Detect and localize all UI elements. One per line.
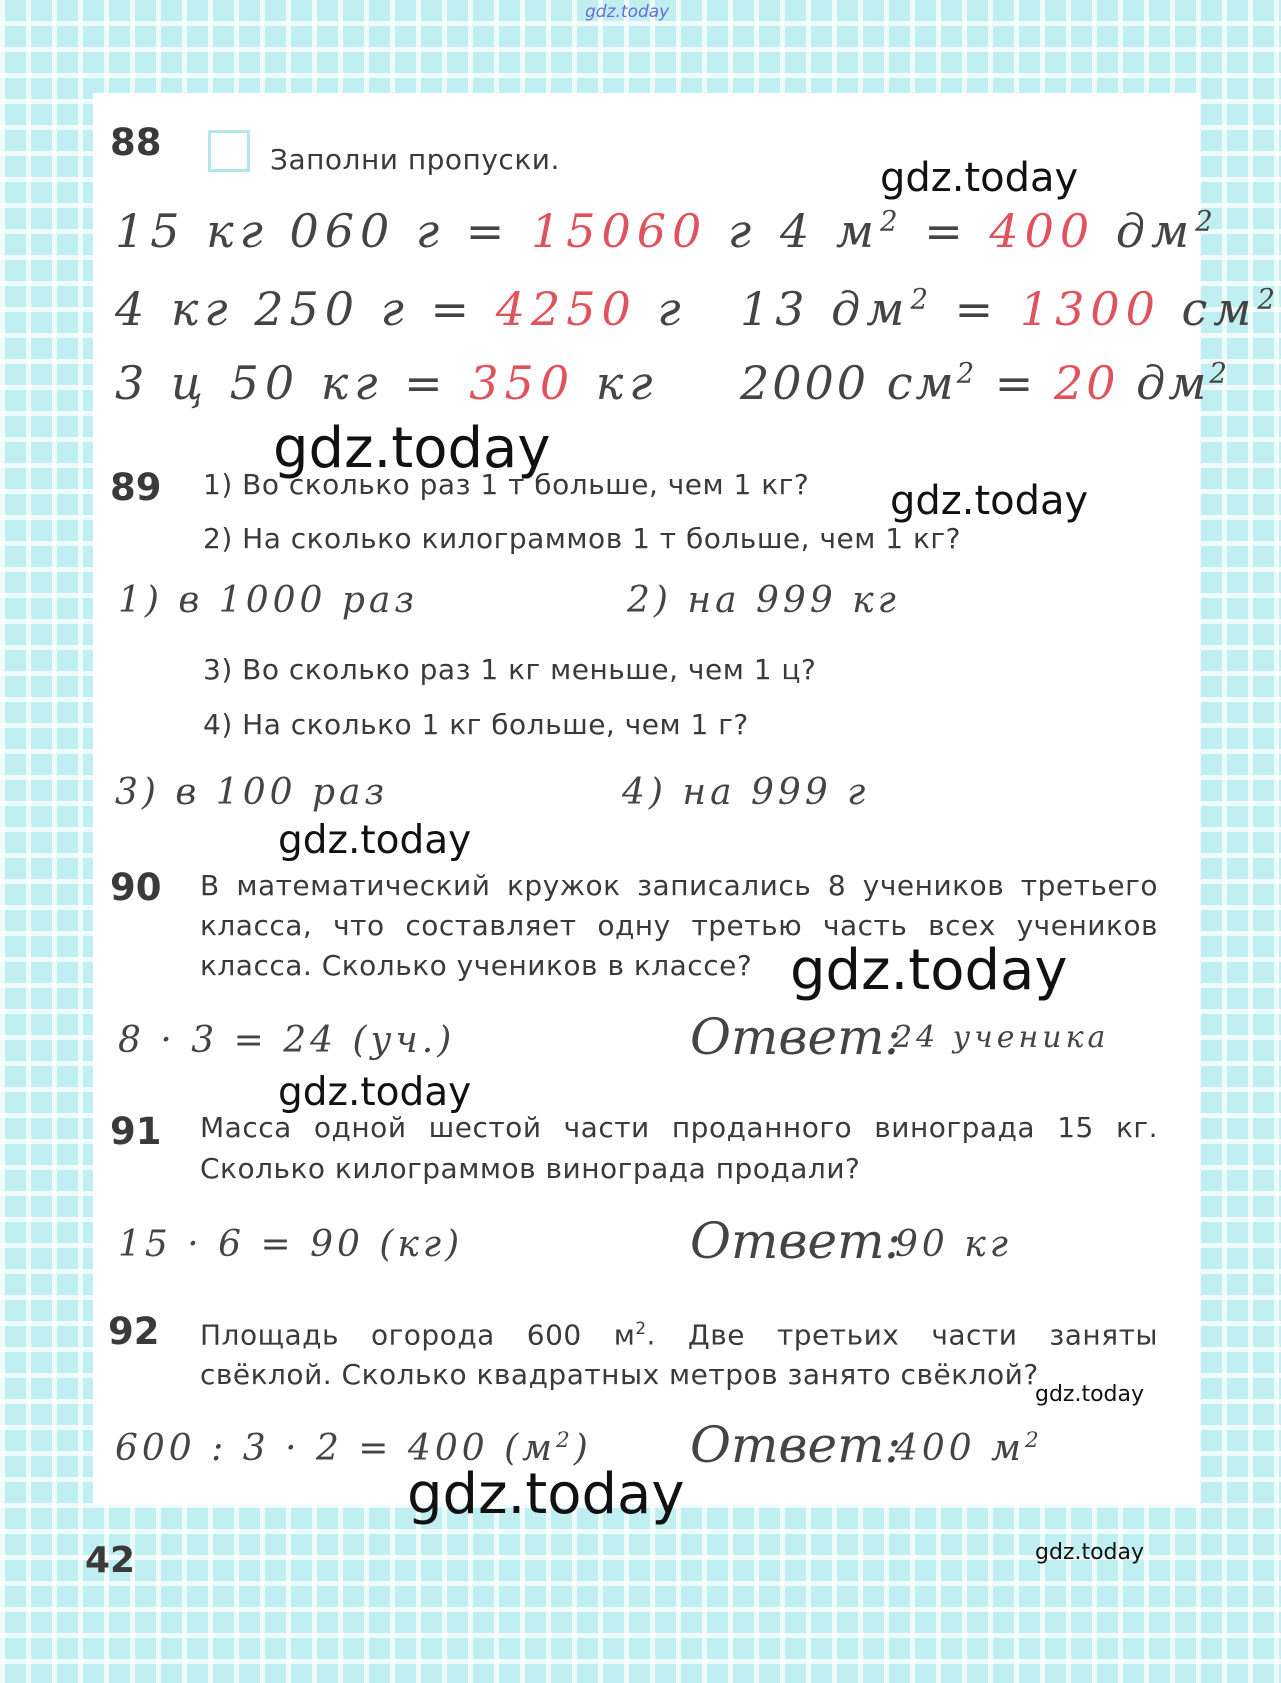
task-91-text-line-1: Масса одной шестой части проданного винограда 15 кг. [200,1111,1158,1144]
task-92-answer-label: Ответ: [690,1416,902,1474]
row-expression: 4 кг 250 г = [115,282,476,336]
task-89-answer-4: 4) на 999 г [622,772,870,813]
task-92-text-pre: Площадь огорода 600 м [200,1318,636,1352]
task-88-row-2-left [115,282,687,336]
row-unit-exp: 2 [1257,282,1281,316]
row-unit: дм [1136,356,1210,410]
task-92-text-line-1 [200,1318,1158,1351]
watermark: gdz.today [278,1070,472,1115]
row-unit-exp: 2 [1209,356,1230,390]
task-90-answer-label: Ответ: [690,1008,902,1066]
task-89-question-1: 1) Во сколько раз 1 т больше, чем 1 кг? [203,468,810,501]
row-answer: 15060 [530,204,708,258]
task-91-answer: 90 кг [895,1224,1012,1265]
task-88-prompt: Заполни пропуски. [270,143,560,176]
task-89-question-4: 4) На сколько 1 кг больше, чем 1 г? [203,708,749,741]
task-92-text-post: . Две третьих части заняты [646,1318,1159,1352]
task-90-number: 90 [110,866,162,909]
row-unit: дм [1115,204,1196,258]
watermark: gdz.today [1035,1540,1145,1565]
page-number: 42 [85,1540,136,1581]
row-eq: = [934,282,1000,336]
task-92-solution-exp: 2 [555,1428,574,1453]
task-89-number: 89 [110,466,162,509]
task-91-text-line-2: Сколько килограммов винограда продали? [200,1152,861,1185]
task-90-text-line-2: класса, что составляет одну третью часть всех учеников [200,909,1158,942]
task-90-solution: 8 · 3 = 24 (уч.) [118,1020,456,1061]
task-92-answer [895,1428,1043,1469]
row-base-exp: 2 [956,356,978,390]
row-base: 2000 см [740,356,957,410]
task-89-answer-2: 2) на 999 кг [627,580,900,621]
task-92-answer-exp: 2 [1025,1428,1043,1453]
row-unit: кг [595,356,659,410]
row-eq: = [903,204,969,258]
watermark: gdz.today [1035,1382,1145,1407]
task-92-text-line-2: свёклой. Сколько квадратных метров занято свёклой? [200,1358,1039,1391]
task-88-checkbox[interactable] [208,130,250,172]
row-answer: 350 [469,356,576,410]
row-expression: 15 кг 060 г = [115,204,511,258]
task-90-text-line-3: класса. Сколько учеников в классе? [200,949,753,982]
row-base-exp: 2 [910,282,935,316]
row-expression: 3 ц 50 кг = [115,356,449,410]
task-89-answer-1: 1) в 1000 раз [118,580,418,621]
task-88-row-3-left [115,356,658,410]
task-92-number: 92 [108,1310,160,1353]
task-90-answer: 24 ученика [893,1020,1110,1055]
task-88-row-1-right [780,204,1219,258]
task-91-answer-label: Ответ: [690,1212,902,1270]
row-answer: 20 [1053,356,1119,410]
task-91-number: 91 [110,1110,162,1153]
watermark: gdz.today [790,938,1068,1003]
row-unit: г [727,204,758,258]
row-eq: = [977,356,1037,410]
watermark: gdz.today [407,1462,685,1527]
task-88-number: 88 [110,121,162,164]
task-88-row-3-right [740,356,1230,410]
task-92-solution-post: ) [573,1428,592,1469]
site-header: gdz.today [585,2,670,22]
watermark: gdz.today [278,818,472,863]
row-unit: см [1181,282,1258,336]
task-91-solution: 15 · 6 = 90 (кг) [118,1224,464,1265]
row-unit-exp: 2 [1195,204,1219,238]
row-base-exp: 2 [880,204,904,238]
row-answer: 4250 [495,282,637,336]
task-88-row-1-left [115,204,757,258]
task-92-answer-pre: 400 м [895,1428,1026,1469]
task-88-row-2-right [740,282,1281,336]
row-answer: 1300 [1019,282,1161,336]
watermark: gdz.today [890,478,1089,524]
task-92-solution-pre: 600 : 3 · 2 = 400 (м [115,1428,556,1469]
task-92-text-exp: 2 [635,1318,647,1338]
watermark: gdz.today [273,416,551,481]
task-89-question-2: 2) На сколько килограммов 1 т больше, чем 1 кг? [203,522,961,555]
row-base: 4 м [780,204,881,258]
row-unit: г [657,282,687,336]
watermark: gdz.today [880,155,1079,201]
task-89-answer-3: 3) в 100 раз [115,772,389,813]
task-89-question-3: 3) Во сколько раз 1 кг меньше, чем 1 ц? [203,653,817,686]
row-answer: 400 [989,204,1096,258]
row-base: 13 дм [740,282,911,336]
task-90-text-line-1: В математический кружок записались 8 учеников третьего [200,869,1158,902]
